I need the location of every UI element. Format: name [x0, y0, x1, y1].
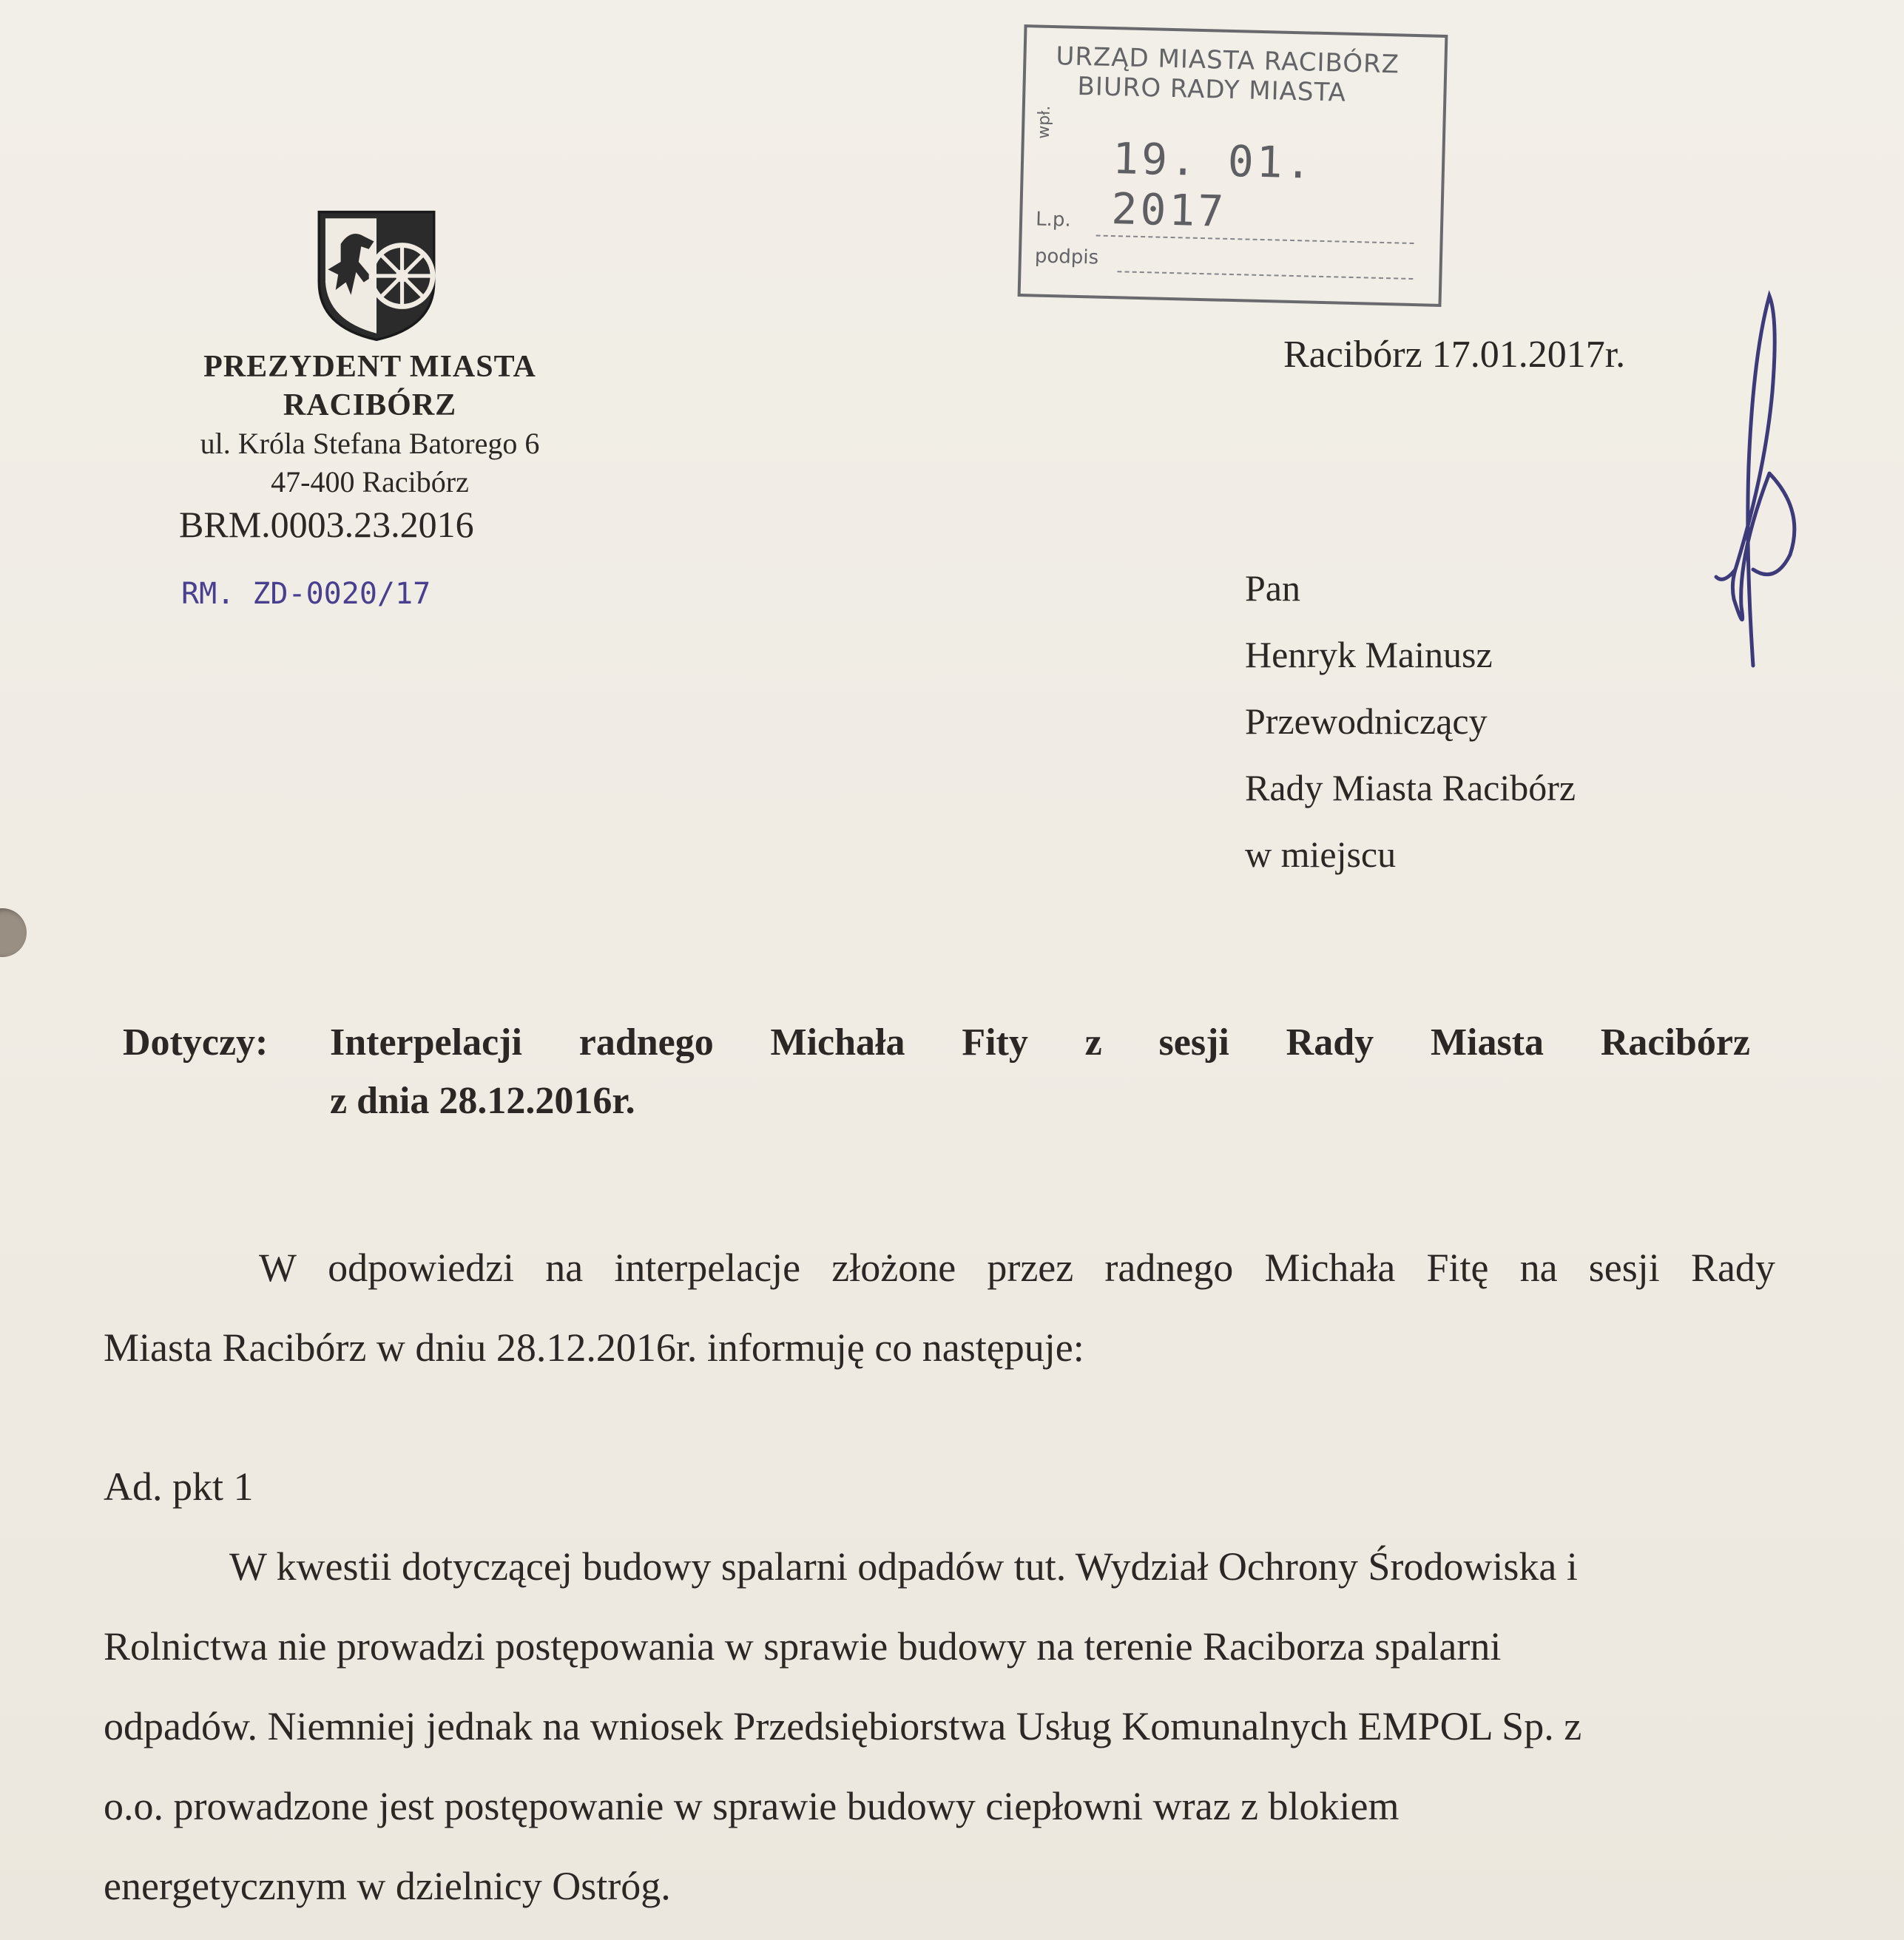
- coat-of-arms-icon: [306, 206, 447, 346]
- intro-line1: [104, 1228, 1775, 1308]
- subject-block: [123, 1021, 1750, 1123]
- intro-word: W: [259, 1246, 297, 1290]
- recipient-salutation: Pan: [1245, 567, 1300, 609]
- intro-word: odpowiedzi: [328, 1246, 515, 1290]
- recipient-location: w miejscu: [1245, 834, 1397, 875]
- stamp-lp-label: L.p.: [1035, 208, 1072, 231]
- letter-body: [104, 1228, 1775, 1926]
- subject-line2: z dnia 28.12.2016r.: [330, 1080, 635, 1122]
- place-and-date: Racibórz 17.01.2017r.: [1283, 334, 1626, 376]
- subject-word: radnego: [578, 1021, 714, 1064]
- paragraph-line: Rolnictwa nie prowadzi postępowania w sprawie budowy na terenie Raciborza spalarni: [104, 1624, 1502, 1669]
- intro-word: Michała: [1264, 1246, 1396, 1290]
- intro-word: na: [1519, 1246, 1558, 1290]
- paragraph-line: odpadów. Niemniej jednak na wniosek Przedsiębiorstwa Usług Komunalnych EMPOL Sp. z: [104, 1704, 1582, 1748]
- intro-word: radnego: [1104, 1246, 1234, 1290]
- recipient-position: Przewodniczący: [1245, 700, 1488, 742]
- intro-word: na: [545, 1246, 584, 1290]
- paragraph-line: energetycznym w dzielnicy Ostróg.: [104, 1864, 671, 1908]
- stamp-received-label: wpł.: [1034, 105, 1054, 140]
- intro-word: przez: [987, 1246, 1074, 1290]
- point-heading: Ad. pkt 1: [104, 1464, 254, 1509]
- stamp-bureau-line: BIURO RADY MIASTA: [1077, 71, 1347, 108]
- paragraph-line: W kwestii dotyczącej budowy spalarni odpadów tut. Wydział Ochrony Środowiska i: [229, 1544, 1578, 1589]
- paragraph-line: o.o. prowadzone jest postępowanie w sprawie budowy ciepłowni wraz z blokiem: [104, 1784, 1400, 1828]
- subject-word: Rady: [1286, 1021, 1374, 1064]
- intro-word: sesji: [1588, 1246, 1660, 1290]
- recipient-organization: Rady Miasta Racibórz: [1245, 767, 1576, 808]
- intro-word: Fitę: [1426, 1246, 1489, 1290]
- subject-word: Miasta: [1430, 1021, 1545, 1064]
- office-title-line1: PREZYDENT MIASTA: [203, 350, 536, 384]
- intro-word: interpelacje: [614, 1246, 801, 1290]
- stamp-signature-label: podpis: [1034, 245, 1099, 269]
- subject-word: Michała: [770, 1021, 905, 1064]
- subject-label: Dotyczy:: [123, 1021, 269, 1064]
- subject-line1: [330, 1021, 1750, 1064]
- subject-word: Interpelacji: [330, 1021, 522, 1064]
- recipient-block: [1245, 555, 1576, 888]
- subject-word: sesji: [1158, 1021, 1229, 1064]
- handwritten-reference-text: RM. ZD-0020/17: [181, 577, 431, 611]
- handwritten-signature: [1701, 288, 1820, 673]
- intro-word: Rady: [1690, 1246, 1775, 1290]
- letterhead: [133, 348, 607, 501]
- stamp-office-line: URZĄD MIASTA RACIBÓRZ: [1056, 41, 1400, 80]
- subject-word: Fity: [962, 1021, 1028, 1064]
- registry-stamp: [1018, 24, 1448, 307]
- subject-word: Racibórz: [1600, 1021, 1750, 1064]
- office-address-line2: 47-400 Racibórz: [271, 465, 469, 498]
- handwritten-reference: [181, 570, 492, 617]
- intro-line2: Miasta Racibórz w dniu 28.12.2016r. informuję co następuje:: [104, 1325, 1084, 1370]
- recipient-name: Henryk Mainusz: [1245, 634, 1493, 675]
- subject-word: z: [1084, 1021, 1102, 1064]
- punch-hole: [0, 908, 27, 957]
- stamp-signature-line: [1117, 271, 1413, 280]
- reference-number: BRM.0003.23.2016: [179, 504, 474, 545]
- office-title-line2: RACIBÓRZ: [283, 388, 457, 422]
- stamp-date: 19. 01. 2017: [1110, 133, 1315, 237]
- office-address-line1: ul. Króla Stefana Batorego 6: [200, 427, 540, 460]
- intro-word: złożone: [831, 1246, 956, 1290]
